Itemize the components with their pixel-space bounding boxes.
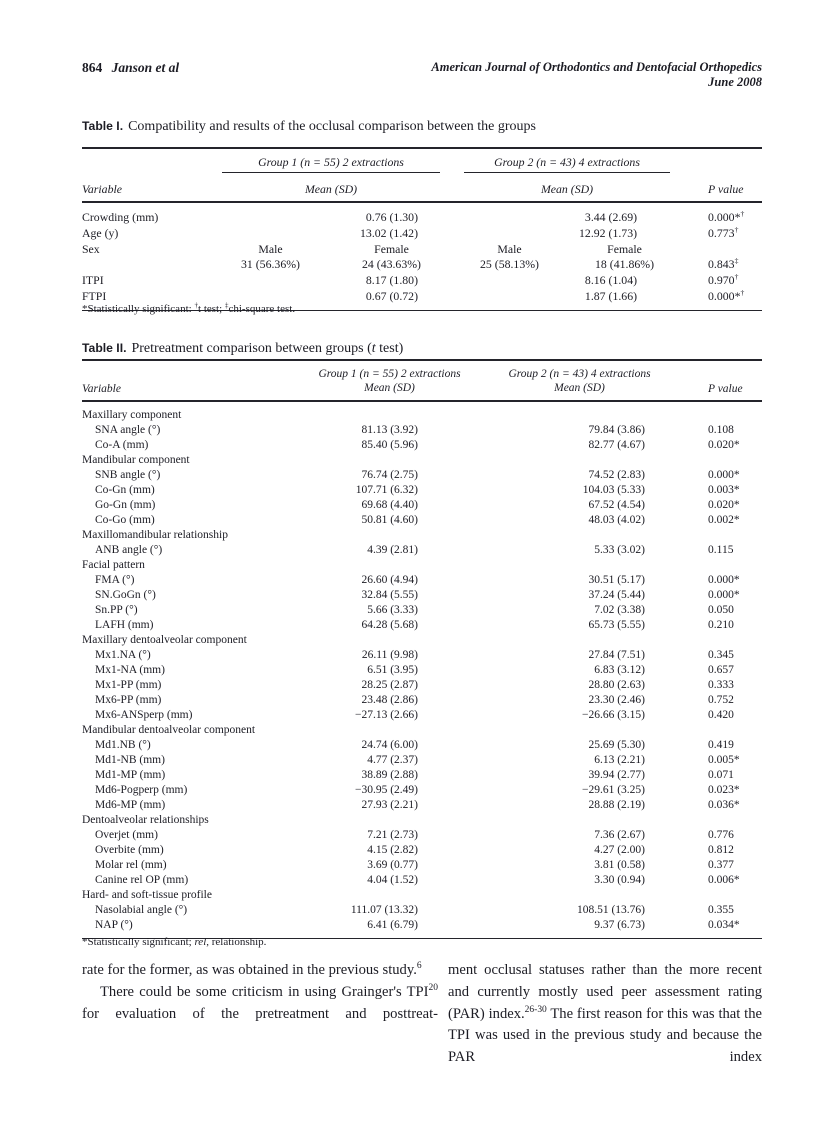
p-value-cell: 0.000* (708, 469, 740, 481)
group2-value-cell: 8.16 (1.04) (584, 273, 638, 288)
group2-value-cell: 6.13 (2.21) (594, 754, 645, 766)
p-value-cell: 0.005* (708, 754, 740, 766)
p-value-cell: 0.000*† (708, 287, 745, 303)
group1-value-cell: 32.84 (5.55) (361, 589, 418, 601)
group1-value-cell: 5.66 (3.33) (367, 604, 418, 616)
section-cell: Mandibular dentoalveolar component (82, 724, 256, 736)
group1-value-cell: 3.69 (0.77) (367, 859, 418, 871)
table2-row (82, 888, 762, 903)
group2-value-cell: 67.52 (4.54) (588, 499, 645, 511)
body-paragraph: ment occlusal statuses rather than the more recent and currently mostly used peer assessment rating (PAR) index.$^{26-30}$ The first reason for this was that the TPI was used in the previous study and because the PAR index (448, 962, 762, 1066)
group1-value-cell: 81.13 (3.92) (361, 424, 418, 436)
p-value-cell: 0.002* (708, 514, 740, 526)
p-value-cell: 0.657 (708, 664, 734, 676)
group1-value-cell: 69.68 (4.40) (361, 499, 418, 511)
section-cell: Maxillomandibular relationship (82, 529, 228, 541)
group2-male-cell: 25 (58.13%) (480, 257, 539, 272)
p-value-cell: 0.776 (708, 829, 734, 841)
group2-value-cell: 104.03 (5.33) (582, 484, 645, 496)
variable-cell: SN.GoGn (°) (95, 589, 156, 601)
running-authors: Janson et al (111, 60, 180, 75)
p-value-cell: 0.419 (708, 739, 734, 751)
group2-male-cell: Male (497, 241, 522, 256)
group1-value-cell: −30.95 (2.49) (354, 784, 418, 796)
spacer-cell (682, 148, 762, 173)
p-value-cell: 0.812 (708, 844, 734, 856)
group2-value-cell: −29.61 (3.25) (581, 784, 645, 796)
group2-value-cell: 12.92 (1.73) (579, 225, 638, 240)
variable-cell: Nasolabial angle (°) (95, 904, 188, 916)
variable-cell (82, 257, 210, 273)
group2-value-cell: 7.02 (3.38) (594, 604, 645, 616)
group2-value-cell: 23.30 (2.46) (588, 694, 645, 706)
table2-row (82, 618, 762, 633)
group1-value-cell: 23.48 (2.86) (361, 694, 418, 706)
table2-row (82, 708, 762, 723)
variable-cell: SNB angle (°) (95, 469, 161, 481)
group1-female-cell: Female (374, 241, 409, 256)
p-value-cell: 0.333 (708, 679, 734, 691)
table2-row (82, 438, 762, 453)
p-value-cell (682, 241, 762, 257)
table1-group2-header: Group 2 (n = 43) 4 extractions (464, 149, 670, 173)
journal-issue: June 2008 (708, 75, 762, 89)
group1-value-cell: 6.51 (3.95) (367, 664, 418, 676)
group1-value-cell: 38.89 (2.88) (361, 769, 418, 781)
p-value-cell: 0.020* (708, 439, 740, 451)
group1-value-cell: 26.11 (9.98) (361, 649, 418, 661)
table2-footnote: *Statistically significant; rel, relationship. (82, 936, 267, 948)
table2-title-text: Pretreatment comparison between groups (t test) (131, 341, 404, 356)
variable-cell: Age (y) (82, 225, 119, 240)
variable-cell: Co-A (mm) (95, 439, 149, 451)
group2-value-cell: 79.84 (3.86) (588, 424, 645, 436)
variable-cell: Md6-Pogperp (mm) (95, 784, 188, 796)
table1-label: Table I. (82, 119, 124, 133)
p-value-cell: 0.355 (708, 904, 734, 916)
p-value-cell: 0.752 (708, 694, 734, 706)
group2-value-cell: 65.73 (5.55) (588, 619, 645, 631)
variable-cell: Md1-NB (mm) (95, 754, 165, 766)
table2-row (82, 423, 762, 438)
table2-row (82, 828, 762, 843)
variable-cell: Mx6-PP (mm) (95, 694, 162, 706)
group2-female-cell: 18 (41.86%) (595, 257, 655, 272)
section-cell: Facial pattern (82, 559, 145, 571)
p-value-cell: 0.970† (708, 272, 739, 288)
p-value-cell: 0.003* (708, 484, 740, 496)
table2-row (82, 648, 762, 663)
group2-value-cell: 3.30 (0.94) (594, 874, 645, 886)
table2-row (82, 483, 762, 498)
table1-mean-header-g1: Mean (SD) (210, 173, 452, 202)
group1-value-cell: 7.21 (2.73) (367, 829, 418, 841)
variable-cell: Overbite (mm) (95, 844, 164, 856)
table2-row (82, 693, 762, 708)
table2-group1-header-cell (312, 360, 467, 401)
table2-pvalue-header: P value (692, 360, 762, 401)
body-paragraph: There could be some criticism in using Grainger's TPI$^{20}$ for evaluation of the pretreatment and posttreat- (82, 982, 438, 1022)
table2-row (82, 603, 762, 618)
table-1 (82, 147, 762, 311)
variable-cell: ANB angle (°) (95, 544, 163, 556)
table2-row (82, 813, 762, 828)
variable-cell: Overjet (mm) (95, 829, 158, 841)
table2-mean-header-g1: Mean (SD) (364, 382, 415, 394)
table1-group2-header-cell (452, 148, 682, 173)
group2-value-cell: 5.33 (3.02) (594, 544, 645, 556)
group1-value-cell: 4.77 (2.37) (367, 754, 418, 766)
p-value-cell: 0.000* (708, 574, 740, 586)
section-cell: Hard- and soft-tissue profile (82, 889, 212, 901)
table1-row (82, 241, 762, 257)
group2-value-cell: 3.81 (0.58) (594, 859, 645, 871)
group1-value-cell: 107.71 (6.32) (355, 484, 418, 496)
table2-header-row (82, 360, 762, 401)
table2-row (82, 723, 762, 738)
group2-value-cell: 3.44 (2.69) (584, 210, 638, 224)
table1-colheads-row (82, 173, 762, 202)
variable-cell: Mx1-PP (mm) (95, 679, 162, 691)
variable-cell: Crowding (mm) (82, 210, 159, 224)
table2-row (82, 738, 762, 753)
table2-row (82, 768, 762, 783)
group2-value-cell: 7.36 (2.67) (594, 829, 645, 841)
table2-row (82, 513, 762, 528)
table2-row (82, 843, 762, 858)
p-value-cell: 0.420 (708, 709, 734, 721)
p-value-cell: 0.020* (708, 499, 740, 511)
body-paragraph: rate for the former, as was obtained in the previous study.$^6$ (82, 961, 422, 978)
variable-cell: Sn.PP (°) (95, 604, 138, 616)
group1-value-cell: 24.74 (6.00) (361, 739, 418, 751)
group2-value-cell: 27.84 (7.51) (588, 649, 645, 661)
page-number: 864 (82, 60, 103, 75)
table2-label: Table II. (82, 341, 127, 355)
variable-cell: Mx1-NA (mm) (95, 664, 165, 676)
group1-value-cell: 76.74 (2.75) (361, 469, 418, 481)
group1-value-cell: −27.13 (2.66) (354, 709, 418, 721)
p-value-cell: 0.773† (708, 224, 739, 240)
page-header (82, 60, 762, 90)
table2-group2-header-cell (467, 360, 692, 401)
p-value-cell: 0.000*† (708, 209, 745, 224)
p-value-cell: 0.377 (708, 859, 734, 871)
table2-group2-header: Group 2 (n = 43) 4 extractions (508, 368, 651, 380)
group1-value-cell: 50.81 (4.60) (361, 514, 418, 526)
variable-cell: Molar rel (mm) (95, 859, 167, 871)
group1-male-cell: 31 (56.36%) (241, 257, 300, 272)
table2-row (82, 633, 762, 648)
variable-cell: FTPI (82, 288, 107, 303)
group1-value-cell: 4.15 (2.82) (367, 844, 418, 856)
table1-row (82, 225, 762, 241)
p-value-cell: 0.345 (708, 649, 734, 661)
group1-value-cell: 13.02 (1.42) (360, 225, 419, 240)
variable-cell: Md6-MP (mm) (95, 799, 166, 811)
group2-value-cell: 82.77 (4.67) (588, 439, 645, 451)
variable-cell: Mx6-ANSperp (mm) (95, 709, 193, 721)
group1-value-cell: 111.07 (13.32) (350, 904, 418, 916)
variable-cell: Co-Gn (mm) (95, 484, 155, 496)
table1-row (82, 202, 762, 225)
table2-group1-header: Group 1 (n = 55) 2 extractions (318, 368, 461, 380)
group1-value-cell: 64.28 (5.68) (361, 619, 418, 631)
group2-value-cell: 28.88 (2.19) (588, 799, 645, 811)
table2-row (82, 573, 762, 588)
table1-group1-header: Group 1 (n = 55) 2 extractions (222, 149, 440, 173)
section-cell: Mandibular component (82, 454, 190, 466)
p-value-cell: 0.006* (708, 874, 740, 886)
table2-row (82, 453, 762, 468)
p-value-cell: 0.036* (708, 799, 740, 811)
table2-row (82, 783, 762, 798)
table-2 (82, 359, 762, 939)
group2-value-cell: 108.51 (13.76) (576, 904, 645, 916)
p-value-cell: 0.050 (708, 604, 734, 616)
group2-value-cell: 6.83 (3.12) (594, 664, 645, 676)
p-value-cell: 0.000* (708, 589, 740, 601)
table1-footnote: *Statistically significant: †t test; ‡chi-square test. (82, 301, 296, 315)
table2-row (82, 401, 762, 423)
group2-value-cell: 28.80 (2.63) (588, 679, 645, 691)
table2-row (82, 798, 762, 813)
p-value-cell: 0.034* (708, 919, 740, 931)
table2-row (82, 468, 762, 483)
p-value-cell: 0.023* (708, 784, 740, 796)
variable-cell: Md1-MP (mm) (95, 769, 166, 781)
body-column-right (448, 960, 762, 1069)
table2-variable-header: Variable (82, 360, 312, 401)
group1-value-cell: 6.41 (6.79) (367, 919, 418, 931)
group2-value-cell: 9.37 (6.73) (594, 919, 645, 931)
group1-value-cell: 4.04 (1.52) (367, 874, 418, 886)
variable-cell: Canine rel OP (mm) (95, 874, 189, 886)
group2-value-cell: 39.94 (2.77) (588, 769, 645, 781)
variable-cell: NAP (°) (95, 919, 133, 931)
section-cell: Dentoalveolar relationships (82, 814, 209, 826)
p-value-cell: 0.108 (708, 424, 734, 436)
table1-variable-header: Variable (82, 173, 210, 202)
table2-row (82, 558, 762, 573)
group1-male-cell: Male (258, 241, 283, 256)
group1-female-cell: 24 (43.63%) (362, 257, 421, 272)
table1-spanner-row (82, 148, 762, 173)
group1-value-cell: 0.76 (1.30) (365, 210, 419, 224)
variable-cell: Md1.NB (°) (95, 739, 151, 751)
table1-title-text: Compatibility and results of the occlusal comparison between the groups (128, 119, 536, 134)
group1-value-cell: 0.67 (0.72) (365, 288, 419, 303)
group1-value-cell: 4.39 (2.81) (367, 544, 418, 556)
table1-row (82, 273, 762, 289)
table2-row (82, 663, 762, 678)
group2-value-cell: 37.24 (5.44) (588, 589, 645, 601)
group1-value-cell: 26.60 (4.94) (361, 574, 418, 586)
table2-row (82, 753, 762, 768)
group2-value-cell: 25.69 (5.30) (588, 739, 645, 751)
variable-cell: Sex (82, 241, 100, 256)
variable-cell: ITPI (82, 273, 104, 288)
table1-mean-header-g2: Mean (SD) (452, 173, 682, 202)
group2-value-cell: 4.27 (2.00) (594, 844, 645, 856)
table2-row (82, 588, 762, 603)
page-header-left (82, 60, 179, 76)
p-value-cell: 0.843‡ (708, 256, 739, 272)
variable-cell: FMA (°) (95, 574, 135, 586)
group2-female-cell: Female (607, 241, 642, 256)
table1-pvalue-header: P value (682, 173, 762, 202)
table2-title (82, 341, 762, 357)
table1-title (82, 119, 762, 135)
group2-value-cell: 74.52 (2.83) (588, 469, 645, 481)
group1-value-cell: 8.17 (1.80) (365, 273, 419, 288)
p-value-cell: 0.115 (708, 544, 734, 556)
journal-name: American Journal of Orthodontics and Dentofacial Orthopedics (431, 60, 762, 74)
group2-value-cell: 30.51 (5.17) (588, 574, 645, 586)
table2-row (82, 873, 762, 888)
variable-cell: LAFH (mm) (95, 619, 154, 631)
group2-value-cell: 48.03 (4.02) (588, 514, 645, 526)
table2-row (82, 543, 762, 558)
table1-row (82, 257, 762, 273)
variable-cell: Co-Go (mm) (95, 514, 155, 526)
table1-group1-header-cell (210, 148, 452, 173)
p-value-cell: 0.210 (708, 619, 734, 631)
table2-row (82, 678, 762, 693)
group1-value-cell: 85.40 (5.96) (361, 439, 418, 451)
section-cell: Maxillary dentoalveolar component (82, 634, 247, 646)
body-column-left (82, 960, 438, 1025)
spacer-cell (82, 148, 210, 173)
group1-value-cell: 28.25 (2.87) (361, 679, 418, 691)
table2-mean-header-g2: Mean (SD) (554, 382, 605, 394)
group2-value-cell: −26.66 (3.15) (581, 709, 645, 721)
section-cell: Maxillary component (82, 409, 182, 421)
variable-cell: Go-Gn (mm) (95, 499, 156, 511)
variable-cell: Mx1.NA (°) (95, 649, 151, 661)
table2-row (82, 498, 762, 513)
group2-value-cell: 1.87 (1.66) (584, 288, 638, 303)
p-value-cell: 0.071 (708, 769, 734, 781)
table2-row (82, 903, 762, 918)
group1-value-cell: 27.93 (2.21) (361, 799, 418, 811)
table2-row (82, 528, 762, 543)
page-header-right (431, 60, 762, 90)
table2-row (82, 858, 762, 873)
variable-cell: SNA angle (°) (95, 424, 161, 436)
body-text (82, 960, 762, 1090)
